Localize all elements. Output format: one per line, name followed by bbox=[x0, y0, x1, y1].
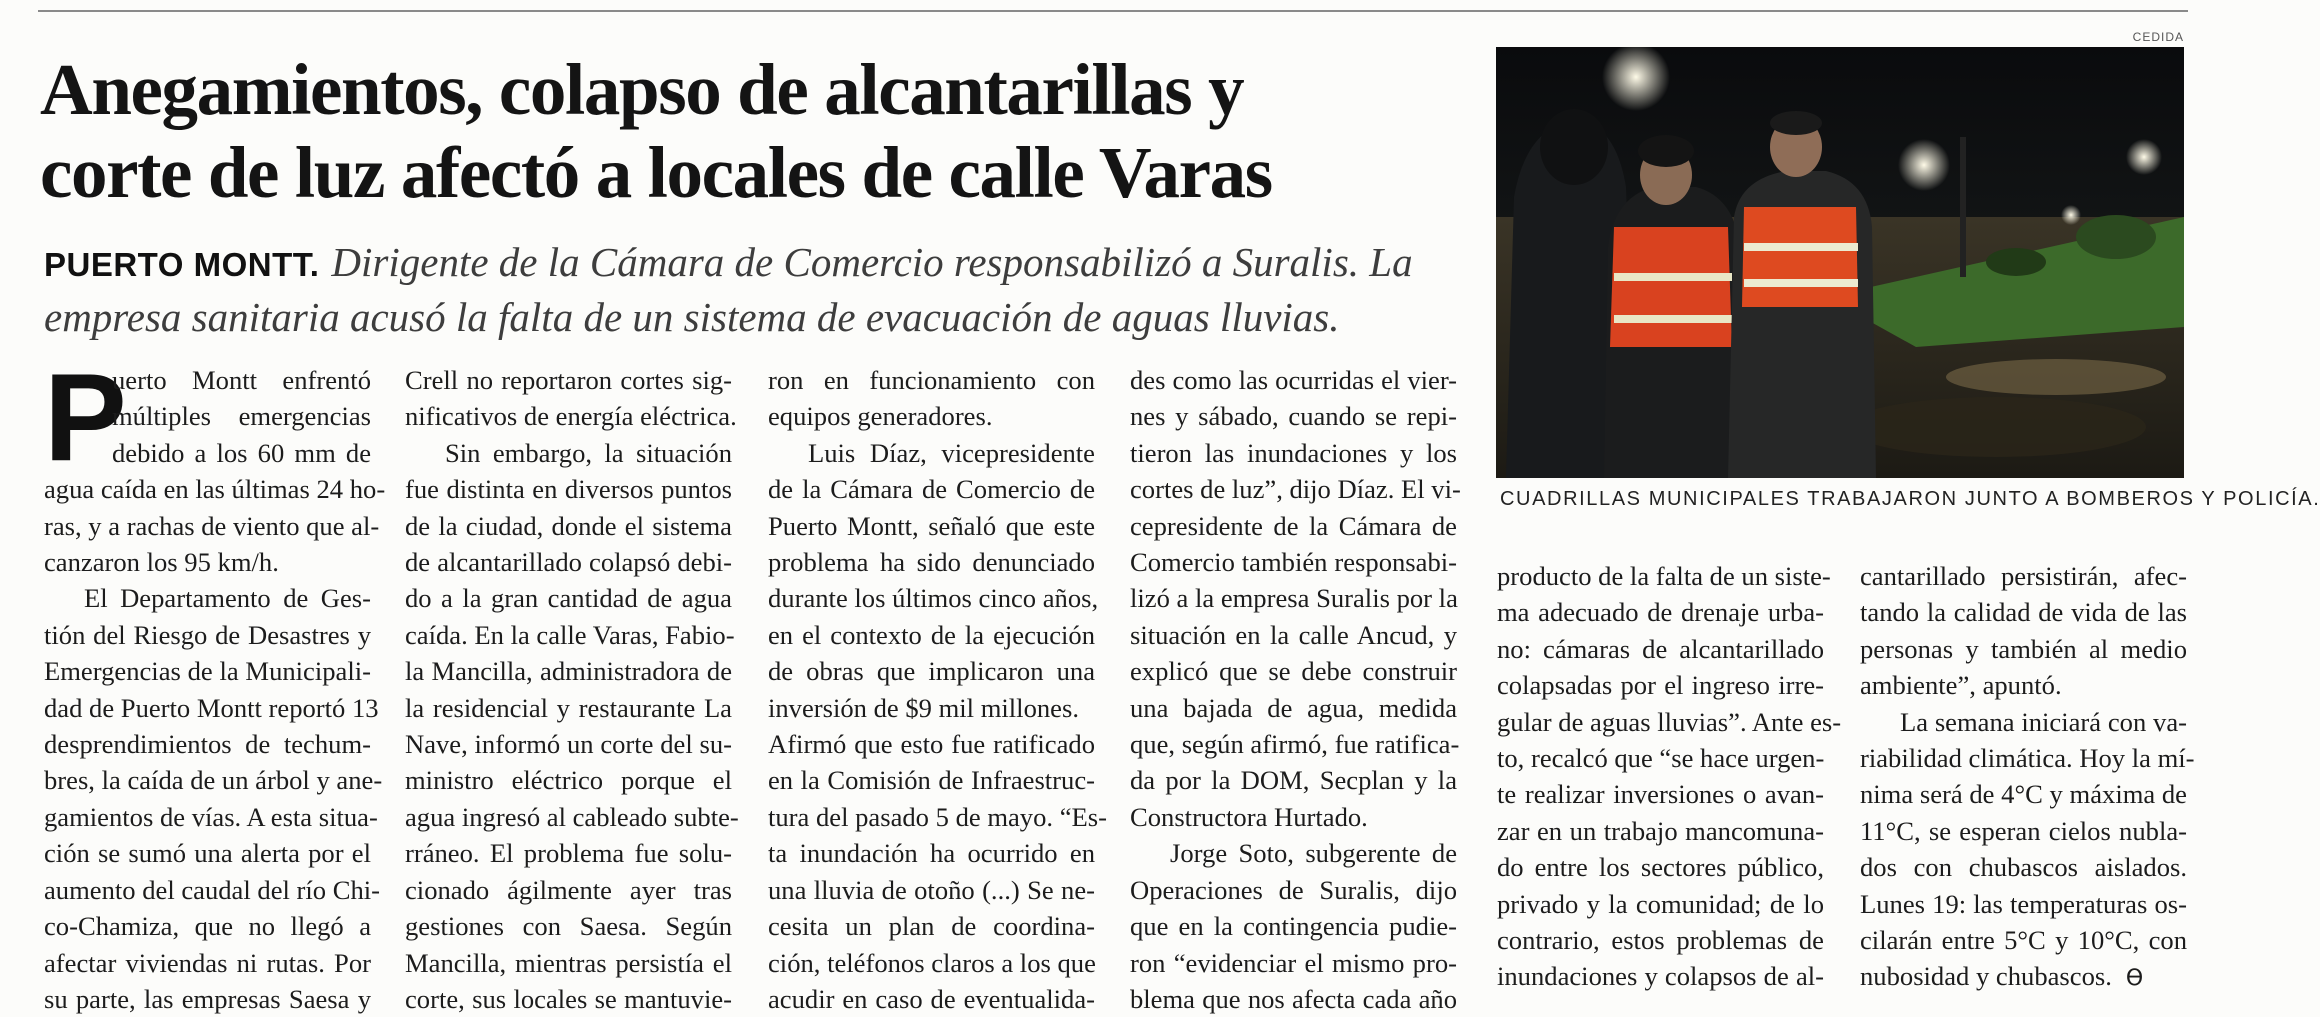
body-line: situación en la calle Ancud, y bbox=[1130, 619, 1457, 650]
body-line: ción se sumó una alerta por el bbox=[44, 838, 371, 869]
body-line: ambiente”, apuntó. bbox=[1860, 670, 2062, 701]
body-line: rráneo. El problema fue solu- bbox=[405, 838, 732, 869]
body-line: contrario, estos problemas de bbox=[1497, 925, 1824, 956]
end-mark-icon: ϴ bbox=[2125, 966, 2144, 992]
body-line: cionado ágilmente ayer tras bbox=[405, 874, 732, 905]
body-line: ción, teléfonos claros a los que bbox=[768, 947, 1096, 978]
body-line: tando la calidad de vida de las bbox=[1860, 597, 2187, 628]
body-line: que, según afirmó, fue ratifica- bbox=[1130, 729, 1460, 760]
body-line: de obras que implicaron una bbox=[768, 656, 1095, 687]
body-line: nes y sábado, cuando se repi- bbox=[1130, 401, 1457, 432]
body-line: debido a los 60 mm de bbox=[112, 437, 371, 468]
body-line: de la Cámara de Comercio de bbox=[768, 474, 1095, 505]
body-line: El Departamento de Ges- bbox=[84, 583, 371, 614]
photo-caption: CUADRILLAS MUNICIPALES TRABAJARON JUNTO A BOMBEROS Y POLICÍA. bbox=[1500, 488, 2320, 510]
body-line: Constructora Hurtado. bbox=[1130, 801, 1368, 832]
body-line: ta inundación ha ocurrido en bbox=[768, 838, 1095, 869]
dateline: PUERTO MONTT. bbox=[44, 246, 320, 283]
news-photo bbox=[1496, 47, 2184, 478]
body-line: ministro eléctrico porque el bbox=[405, 765, 732, 796]
body-line: afectar viviendas ni rutas. Por bbox=[44, 947, 371, 978]
body-line: agua caída en las últimas 24 ho- bbox=[44, 474, 386, 505]
body-line: Sin embargo, la situación bbox=[445, 437, 732, 468]
body-line: múltiples emergencias bbox=[112, 401, 371, 432]
body-line: 11°C, se esperan cielos nubla- bbox=[1860, 815, 2187, 846]
body-line: fue distinta en diversos puntos bbox=[405, 474, 732, 505]
body-line: en la Comisión de Infraestruc- bbox=[768, 765, 1095, 796]
body-line: aumento del caudal del río Chi- bbox=[44, 874, 381, 905]
body-line: des como las ocurridas el vier- bbox=[1130, 365, 1457, 395]
body-line: su parte, las empresas Saesa y bbox=[44, 983, 371, 1014]
body-line: do entre los sectores público, bbox=[1497, 852, 1824, 883]
body-line: gular de aguas lluvias”. Ante es- bbox=[1497, 706, 1842, 737]
body-line: canzaron los 95 km/h. bbox=[44, 547, 279, 578]
body-line: Emergencias de la Municipali- bbox=[44, 656, 371, 687]
body-line: bres, la caída de un árbol y ane- bbox=[44, 765, 383, 796]
body-line: cortes de luz”, dijo Díaz. El vi- bbox=[1130, 474, 1461, 505]
body-column-6 bbox=[1860, 558, 2195, 998]
headline-line-2: corte de luz afectó a locales de calle Varas bbox=[40, 132, 1272, 213]
body-line: de alcantarillado colapsó debi- bbox=[405, 547, 732, 578]
body-line: blema que nos afecta cada año bbox=[1130, 983, 1457, 1014]
body-line: nubosidad y chubascos. ϴ bbox=[1860, 961, 2144, 992]
body-line: producto de la falta de un siste- bbox=[1497, 561, 1831, 591]
headline bbox=[40, 48, 1470, 214]
body-line: ma adecuado de drenaje urba- bbox=[1497, 597, 1824, 628]
body-line: Jorge Soto, subgerente de bbox=[1170, 838, 1457, 869]
body-line: que en la contingencia pudie- bbox=[1130, 911, 1457, 942]
body-line: dad de Puerto Montt reportó 13 bbox=[44, 692, 379, 723]
body-line: uerto Montt enfrentó bbox=[112, 365, 371, 395]
body-line: desprendimientos de techum- bbox=[44, 729, 371, 760]
body-line: da por la DOM, Secplan y la bbox=[1130, 765, 1457, 796]
body-line: agua ingresó al cableado subte- bbox=[405, 801, 739, 832]
body-line: no: cámaras de alcantarillado bbox=[1497, 633, 1824, 664]
body-line: una lluvia de otoño (...) Se ne- bbox=[768, 874, 1095, 905]
body-line: tieron las inundaciones y los bbox=[1130, 437, 1457, 468]
body-line: Mancilla, mientras persistía el bbox=[405, 947, 732, 978]
body-line: Lunes 19: las temperaturas os- bbox=[1860, 888, 2187, 919]
body-line: ron en funcionamiento con bbox=[768, 365, 1095, 395]
body-column-2 bbox=[405, 362, 739, 1017]
body-line: Afirmó que esto fue ratificado bbox=[768, 729, 1095, 760]
body-line: La semana iniciará con va- bbox=[1900, 706, 2187, 737]
body-line: privado y la comunidad; de lo bbox=[1497, 888, 1824, 919]
top-rule bbox=[38, 10, 2188, 12]
body-line: tión del Riesgo de Desastres y bbox=[44, 619, 371, 650]
body-line: la Mancilla, administradora de bbox=[405, 656, 732, 687]
body-line: Comercio también responsabi- bbox=[1130, 547, 1457, 578]
body-line: co-Chamiza, que no llegó a bbox=[44, 911, 371, 942]
body-line: personas y también al medio bbox=[1860, 633, 2187, 664]
body-line: durante los últimos cinco años, bbox=[768, 583, 1099, 614]
body-line: do a la gran cantidad de agua bbox=[405, 583, 732, 614]
body-line: ras, y a rachas de viento que al- bbox=[44, 510, 380, 541]
body-line: ron “evidenciar el mismo pro- bbox=[1130, 947, 1457, 978]
body-column-1 bbox=[44, 349, 386, 1017]
body-line: nificativos de energía eléctrica. bbox=[405, 401, 737, 432]
body-line: te realizar inversiones o avan- bbox=[1497, 779, 1824, 810]
body-line: colapsadas por el ingreso irre- bbox=[1497, 670, 1824, 701]
headline-line-1: Anegamientos, colapso de alcantarillas y bbox=[40, 49, 1244, 130]
body-line: zar en un trabajo mancomuna- bbox=[1497, 815, 1824, 846]
body-line: cilarán entre 5°C y 10°C, con bbox=[1860, 925, 2187, 956]
body-line: la residencial y restaurante La bbox=[405, 692, 732, 723]
body-line: de la ciudad, donde el sistema bbox=[405, 510, 732, 541]
body-line: problema ha sido denunciado bbox=[768, 547, 1095, 578]
body-line: cantarillado persistirán, afec- bbox=[1860, 561, 2187, 591]
body-line: equipos generadores. bbox=[768, 401, 993, 432]
body-line: una bajada de agua, medida bbox=[1130, 692, 1457, 723]
body-line: acudir en caso de eventualida- bbox=[768, 983, 1095, 1014]
body-line: explicó que se debe construir bbox=[1130, 656, 1457, 687]
body-line: riabilidad climática. Hoy la mí- bbox=[1860, 743, 2195, 774]
deck-line-2: empresa sanitaria acusó la falta de un sistema de evacuación de aguas lluvias. bbox=[44, 294, 1340, 340]
body-column-5 bbox=[1497, 558, 1842, 995]
body-column-4 bbox=[1130, 362, 1461, 1017]
body-line: Luis Díaz, vicepresidente bbox=[808, 437, 1095, 468]
body-line: caída. En la calle Varas, Fabio- bbox=[405, 619, 735, 650]
photo-credit: CEDIDA bbox=[2132, 30, 2184, 44]
body-line: corte, sus locales se mantuvie- bbox=[405, 983, 732, 1014]
body-line: inversión de $9 mil millones. bbox=[768, 692, 1079, 723]
body-line: to, recalcó que “se hace urgen- bbox=[1497, 743, 1825, 774]
deck-line-1: Dirigente de la Cámara de Comercio responsabilizó a Suralis. La bbox=[331, 239, 1413, 285]
body-line: dos con chubascos aislados. bbox=[1860, 852, 2187, 883]
body-line: gamientos de vías. A esta situa- bbox=[44, 801, 378, 832]
body-line: Operaciones de Suralis, dijo bbox=[1130, 874, 1457, 905]
body-line: Puerto Montt, señaló que este bbox=[768, 510, 1095, 541]
body-line: Nave, informó un corte del su- bbox=[405, 729, 732, 760]
body-line: Crell no reportaron cortes sig- bbox=[405, 365, 732, 395]
body-line: gestiones con Saesa. Según bbox=[405, 911, 732, 942]
body-line: nima será de 4°C y máxima de bbox=[1860, 779, 2187, 810]
body-line: en el contexto de la ejecución bbox=[768, 619, 1095, 650]
body-column-3 bbox=[768, 362, 1107, 1017]
body-line: lizó a la empresa Suralis por la bbox=[1130, 583, 1458, 614]
deck-block bbox=[44, 236, 1474, 344]
drop-cap: P bbox=[44, 349, 127, 487]
body-line: inundaciones y colapsos de al- bbox=[1497, 961, 1824, 992]
body-line: cepresidente de la Cámara de bbox=[1130, 510, 1457, 541]
body-line: tura del pasado 5 de mayo. “Es- bbox=[768, 801, 1107, 832]
body-line: cesita un plan de coordina- bbox=[768, 911, 1095, 942]
